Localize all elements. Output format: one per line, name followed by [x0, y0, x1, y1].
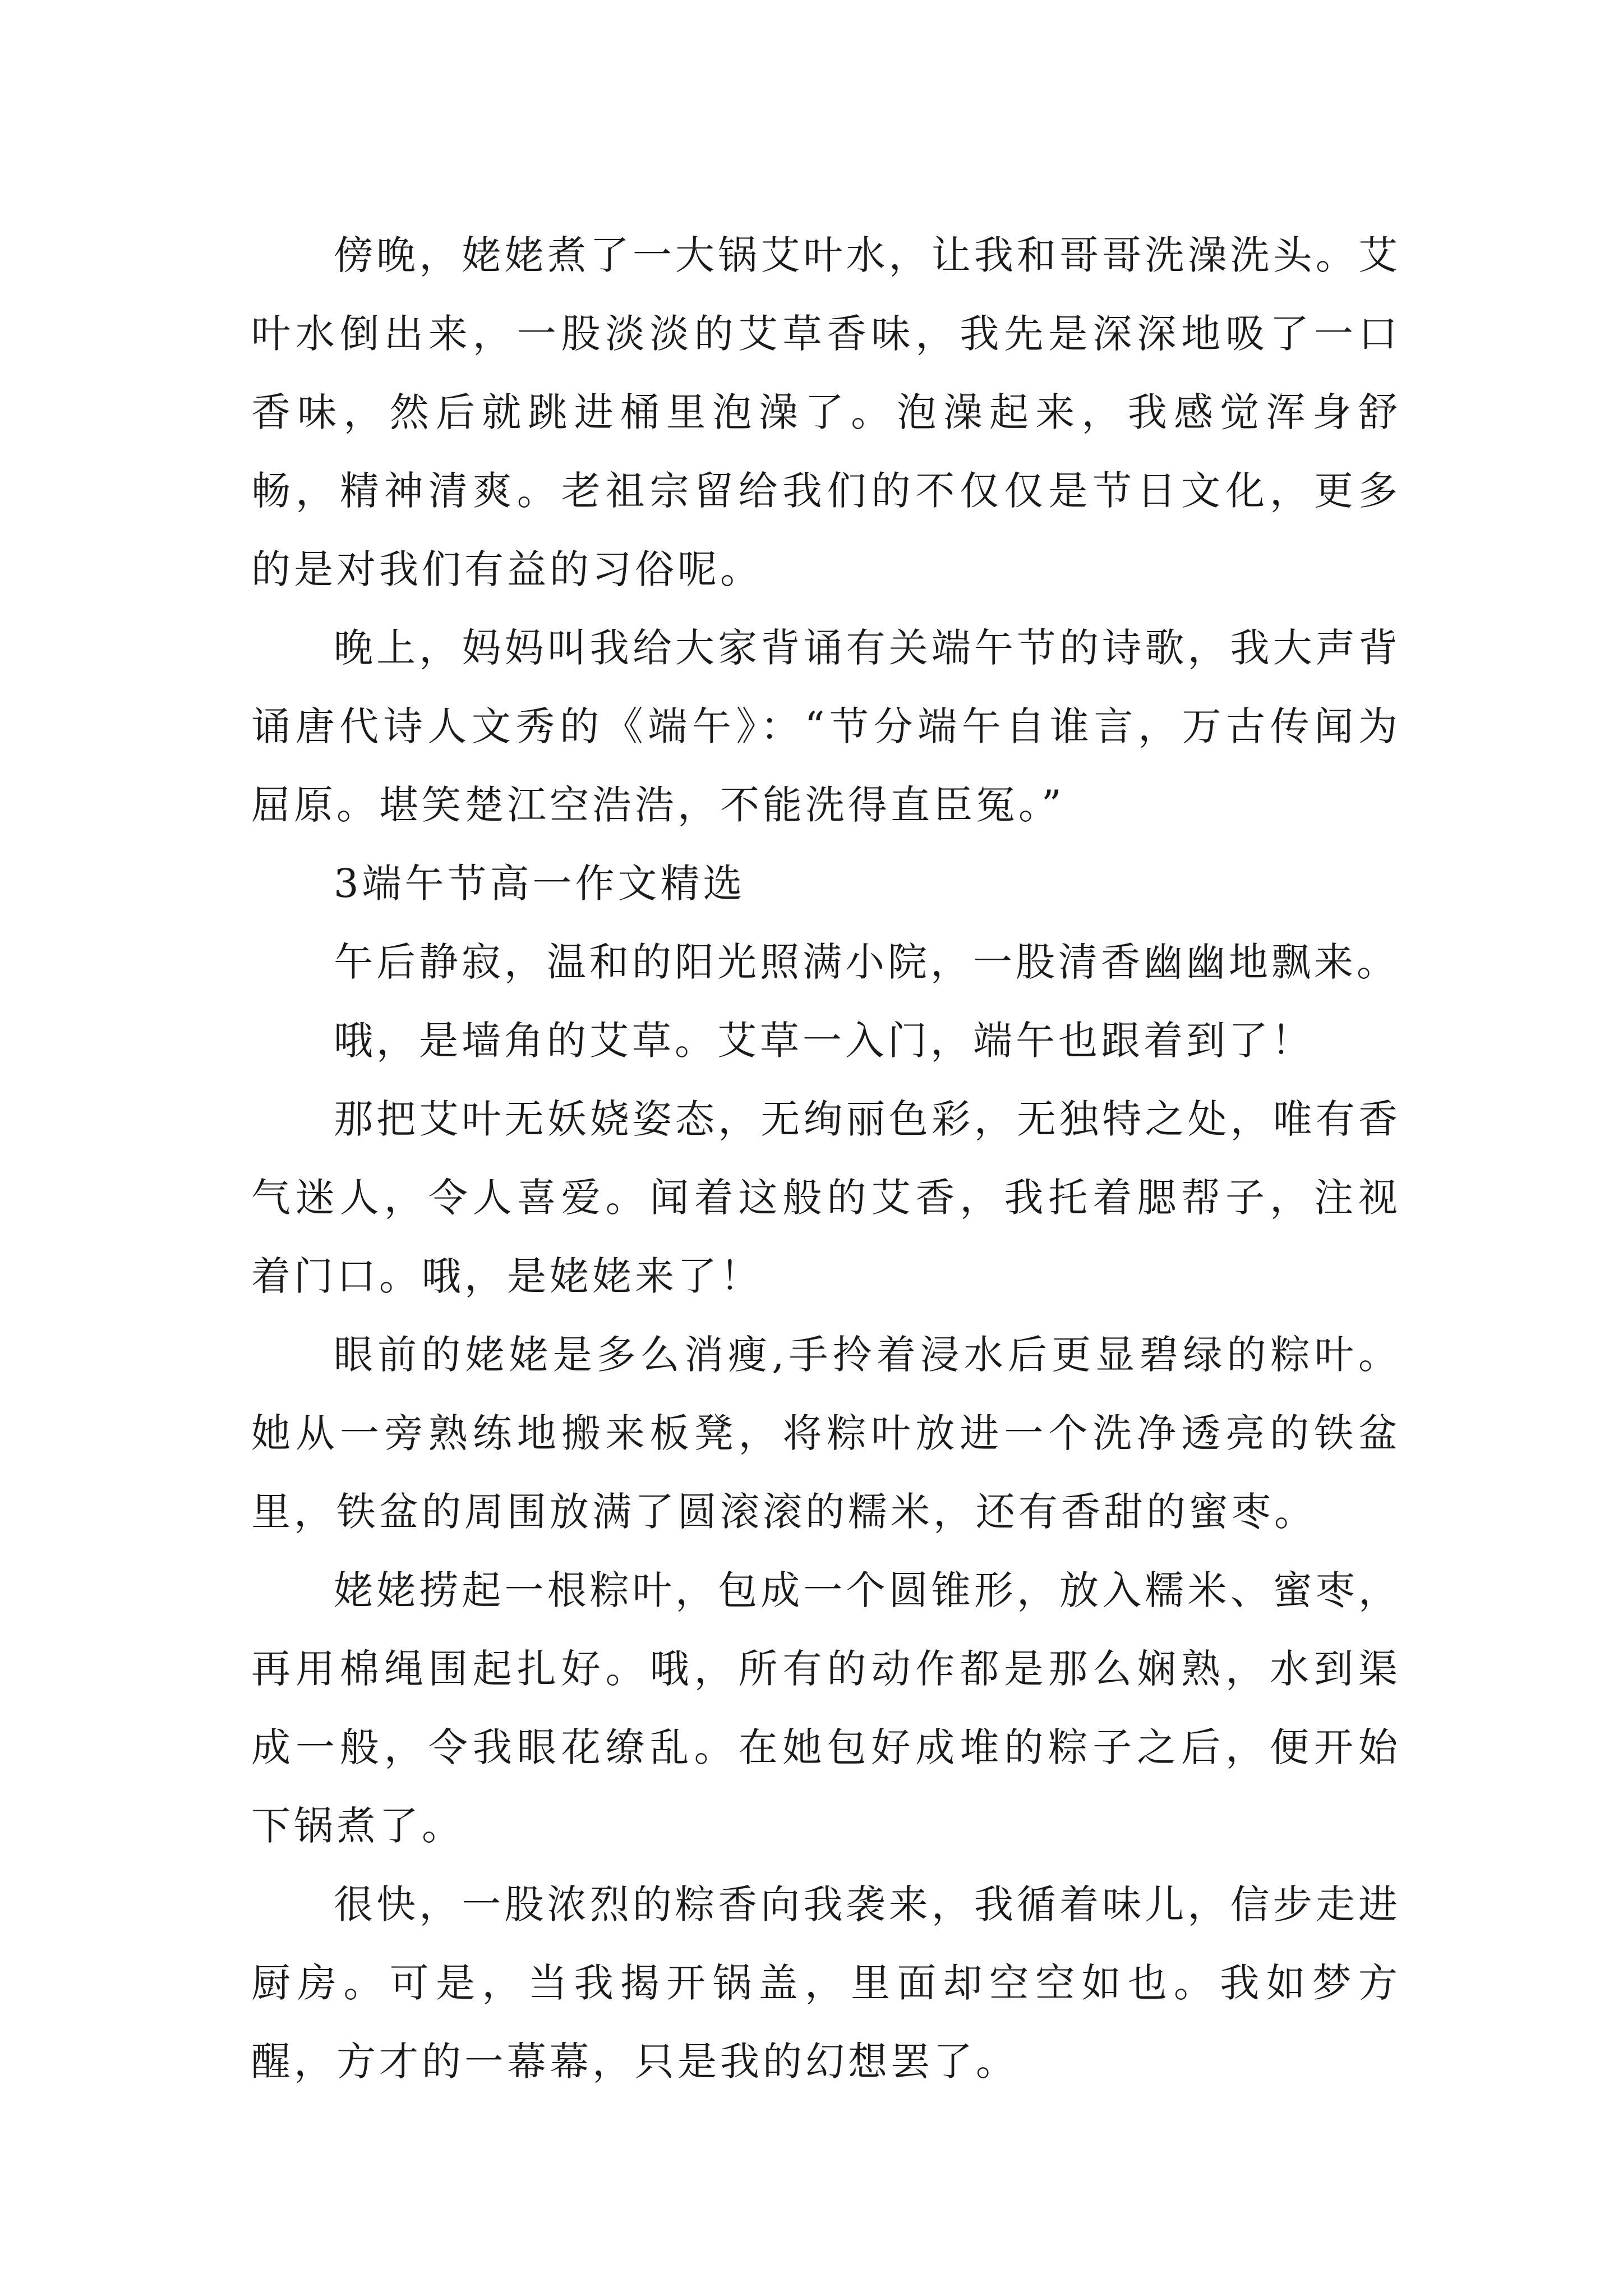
paragraph-bath: 傍晚，姥姥煮了一大锅艾叶水，让我和哥哥洗澡洗头。艾叶水倒出来，一股淡淡的艾草香味，我先是深深地吸了一口香味，然后就跳进桶里泡澡了。泡澡起来，我感觉浑身舒畅，精神清爽。老祖宗留给我们的不仅仅是节日文化，更多的是对我们有益的习俗呢。: [251, 232, 1401, 592]
body-text: [251, 216, 1401, 2101]
paragraph-afternoon: 午后静寂，温和的阳光照满小院，一股清香幽幽地飘来。: [334, 939, 1399, 985]
paragraph-mugwort: 哦，是墙角的艾草。艾草一入门，端午也跟着到了！: [334, 1018, 1314, 1064]
essay-heading: 3端午节高一作文精选: [334, 861, 746, 907]
paragraph-fragrance: 那把艾叶无妖娆姿态，无绚丽色彩，无独特之处，唯有香气迷人，令人喜爱。闻着这般的艾香，我托着腮帮子，注视着门口。哦，是姥姥来了！: [251, 1096, 1401, 1299]
paragraph-dream: 很快，一股浓烈的粽香向我袭来，我循着味儿，信步走进厨房。可是，当我揭开锅盖，里面却空空如也。我如梦方醒，方才的一幕幕，只是我的幻想罢了。: [251, 1881, 1401, 2085]
paragraph-grandma: 眼前的姥姥是多么消瘦,手拎着浸水后更显碧绿的粽叶。她从一旁熟练地搬来板凳，将粽叶放进一个洗净透亮的铁盆里，铁盆的周围放满了圆滚滚的糯米，还有香甜的蜜枣。: [251, 1332, 1401, 1535]
paragraph-poem: 晚上，妈妈叫我给大家背诵有关端午节的诗歌，我大声背诵唐代诗人文秀的《端午》：“节分端午自谁言，万古传闻为屈原。堪笑楚江空浩浩，不能洗得直臣冤。”: [251, 625, 1401, 828]
paragraph-wrapping: 姥姥捞起一根粽叶，包成一个圆锥形，放入糯米、蜜枣，再用棉绳围起扎好。哦，所有的动作都是那么娴熟，水到渠成一般，令我眼花缭乱。在她包好成堆的粽子之后，便开始下锅煮了。: [251, 1567, 1401, 1849]
